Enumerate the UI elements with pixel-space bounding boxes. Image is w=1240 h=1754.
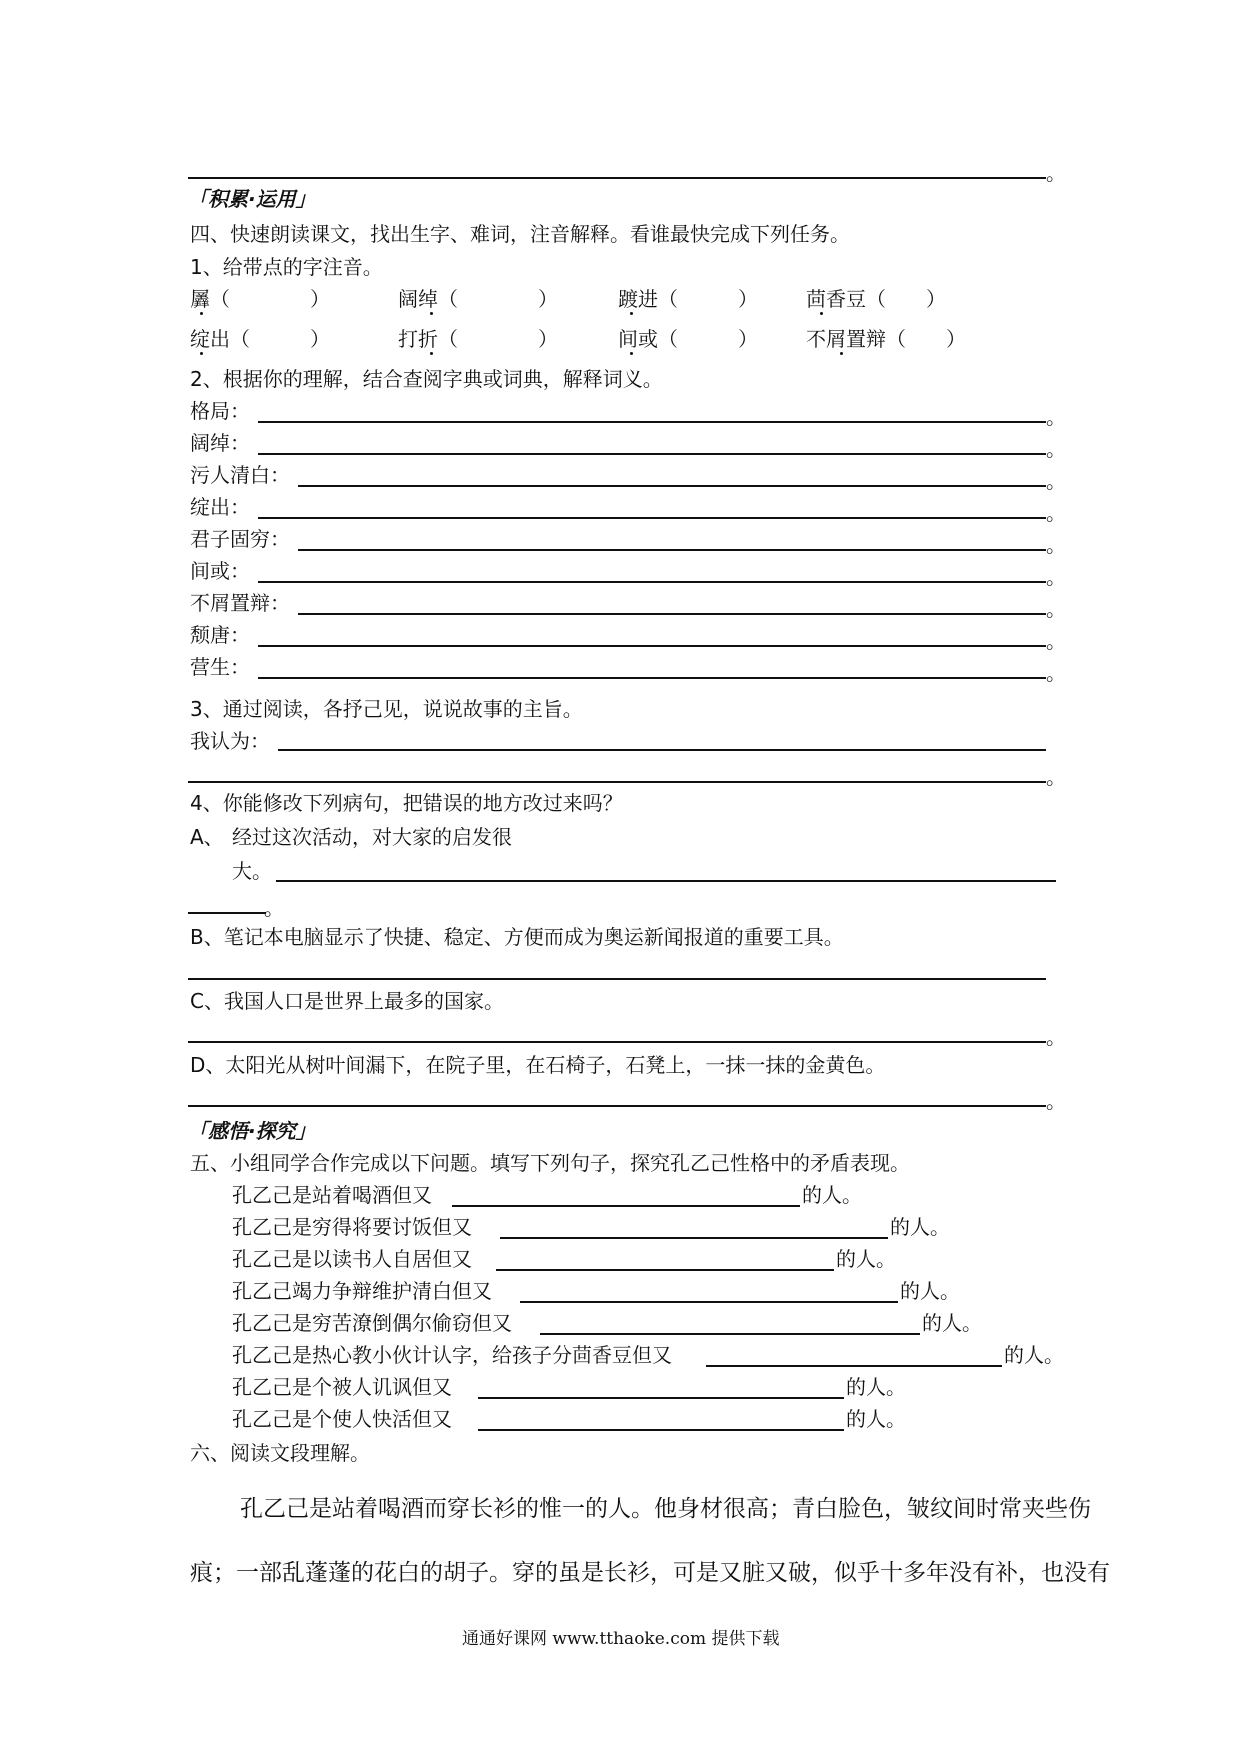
pinyin-item[interactable]: 阔绰（ ） [398, 287, 558, 311]
subquestion-4-title: 4、你能修改下列病句，把错误的地方改过来吗？ [190, 791, 623, 815]
emphasis-dot [840, 352, 843, 355]
period-mark: 。 [1046, 565, 1066, 589]
fill-suffix: 的人。 [890, 1215, 950, 1239]
subquestion-3-title: 3、通过阅读，各抒己见，说说故事的主旨。 [190, 697, 583, 721]
fill-suffix: 的人。 [802, 1183, 862, 1207]
fill-suffix: 的人。 [846, 1407, 906, 1431]
vocab-term: 格局： [190, 399, 250, 423]
answer-line[interactable] [540, 1333, 920, 1335]
emphasis-dot [630, 352, 633, 355]
pinyin-item[interactable]: 羼（ ） [190, 287, 330, 311]
period-mark: 。 [1046, 765, 1066, 789]
pinyin-item[interactable]: 茴香豆（ ） [806, 287, 946, 311]
question-4-title: 四、快速朗读课文，找出生字、难词，注音解释。看谁最快完成下列任务。 [190, 222, 850, 246]
period-mark: 。 [1046, 469, 1066, 493]
answer-line[interactable] [278, 749, 1046, 751]
emphasis-dot [820, 312, 823, 315]
pinyin-item[interactable]: 间或（ ） [618, 327, 758, 351]
answer-line[interactable] [478, 1429, 844, 1431]
sentence-a-label: A、 [190, 825, 224, 849]
vocab-term: 污人清白： [190, 463, 290, 487]
subquestion-1-title: 1、给带点的字注音。 [190, 255, 383, 279]
answer-line[interactable] [188, 1105, 1046, 1107]
answer-line[interactable] [298, 549, 1046, 551]
fill-sentence: 孔乙己是个被人讥讽但又 [232, 1375, 452, 1399]
period-mark: 。 [1046, 661, 1066, 685]
fill-sentence: 孔乙己是穷得将要讨饭但又 [232, 1215, 472, 1239]
vocab-term: 绽出： [190, 495, 250, 519]
period-mark: 。 [1046, 533, 1066, 557]
answer-line[interactable] [258, 581, 1046, 583]
emphasis-dot [430, 312, 433, 315]
fill-sentence: 孔乙己是个使人快活但又 [232, 1407, 452, 1431]
answer-line[interactable] [706, 1365, 1002, 1367]
period-mark: 。 [1046, 1089, 1066, 1113]
answer-line[interactable] [258, 645, 1046, 647]
fill-sentence: 孔乙己竭力争辩维护清白但又 [232, 1279, 492, 1303]
period-mark: 。 [1046, 437, 1066, 461]
period-mark: 。 [1046, 1025, 1066, 1049]
period-mark: 。 [1046, 501, 1066, 525]
answer-line[interactable] [298, 613, 1046, 615]
question-6-title: 六、阅读文段理解。 [190, 1441, 370, 1465]
answer-line[interactable] [188, 1041, 1046, 1043]
emphasis-dot [430, 352, 433, 355]
fill-suffix: 的人。 [1004, 1343, 1064, 1367]
answer-line[interactable] [478, 1397, 844, 1399]
fill-suffix: 的人。 [836, 1247, 896, 1271]
section-heading-explore: 「感悟·探究」 [188, 1119, 316, 1143]
emphasis-dot [200, 352, 203, 355]
pinyin-item[interactable]: 绽出（ ） [190, 327, 330, 351]
pinyin-item[interactable]: 打折（ ） [398, 327, 558, 351]
fill-suffix: 的人。 [900, 1279, 960, 1303]
fill-sentence: 孔乙己是以读书人自居但又 [232, 1247, 472, 1271]
vocab-term: 阔绰： [190, 431, 250, 455]
period-mark: 。 [1046, 405, 1066, 429]
answer-line[interactable] [188, 912, 266, 914]
reading-passage-line: 孔乙己是站着喝酒而穿长衫的惟一的人。他身材很高；青白脸色，皱纹间时常夹些伤 [240, 1496, 1091, 1522]
period-mark: 。 [1046, 597, 1066, 621]
sentence-c-text: C、我国人口是世界上最多的国家。 [190, 989, 504, 1013]
page-footer: 通通好课网 www.tthaoke.com 提供下载 [462, 1629, 780, 1649]
answer-line[interactable] [298, 485, 1046, 487]
answer-line[interactable] [496, 1269, 834, 1271]
section-heading-accumulate: 「积累·运用」 [188, 187, 316, 211]
vocab-term: 间或： [190, 559, 250, 583]
answer-line[interactable] [188, 781, 1046, 783]
fill-suffix: 的人。 [846, 1375, 906, 1399]
pinyin-item[interactable]: 踱进（ ） [618, 287, 758, 311]
subquestion-2-title: 2、根据你的理解，结合查阅字典或词典，解释词义。 [190, 367, 663, 391]
sentence-d-text: D、太阳光从树叶间漏下，在院子里，在石椅子，石凳上，一抹一抹的金黄色。 [190, 1053, 886, 1077]
fill-sentence: 孔乙己是穷苦潦倒偶尔偷窃但又 [232, 1311, 512, 1335]
answer-line[interactable] [452, 1205, 800, 1207]
question-5-title: 五、小组同学合作完成以下问题。填写下列句子，探究孔乙己性格中的矛盾表现。 [190, 1151, 910, 1175]
answer-line[interactable] [258, 421, 1046, 423]
fill-suffix: 的人。 [922, 1311, 982, 1335]
period-mark: 。 [264, 896, 284, 920]
emphasis-dot [200, 312, 203, 315]
vocab-term: 营生： [190, 655, 250, 679]
sentence-a-text-cont: 大。 [232, 859, 272, 883]
vocab-term: 颓唐： [190, 623, 250, 647]
pinyin-item[interactable]: 不屑置辩（ ） [806, 327, 966, 351]
answer-line[interactable] [188, 177, 1046, 179]
vocab-term: 不屑置辩： [190, 591, 290, 615]
reading-passage-line: 痕；一部乱蓬蓬的花白的胡子。穿的虽是长衫，可是又脏又破，似乎十多年没有补，也没有 [190, 1560, 1110, 1586]
fill-sentence: 孔乙己是站着喝酒但又 [232, 1183, 432, 1207]
answer-line[interactable] [258, 453, 1046, 455]
sentence-a-text: 经过这次活动，对大家的启发很 [232, 825, 512, 849]
emphasis-dot [630, 312, 633, 315]
opinion-prompt: 我认为： [190, 729, 270, 753]
fill-sentence: 孔乙己是热心教小伙计认字，给孩子分茴香豆但又 [232, 1343, 672, 1367]
period-mark: 。 [1046, 629, 1066, 653]
answer-line[interactable] [276, 880, 1056, 882]
period-mark: 。 [1046, 161, 1066, 185]
answer-line[interactable] [258, 517, 1046, 519]
answer-line[interactable] [188, 978, 1046, 980]
sentence-b-text: B、笔记本电脑显示了快捷、稳定、方便而成为奥运新闻报道的重要工具。 [190, 925, 844, 949]
vocab-term: 君子固穷： [190, 527, 290, 551]
answer-line[interactable] [520, 1301, 898, 1303]
answer-line[interactable] [500, 1237, 888, 1239]
answer-line[interactable] [258, 677, 1046, 679]
